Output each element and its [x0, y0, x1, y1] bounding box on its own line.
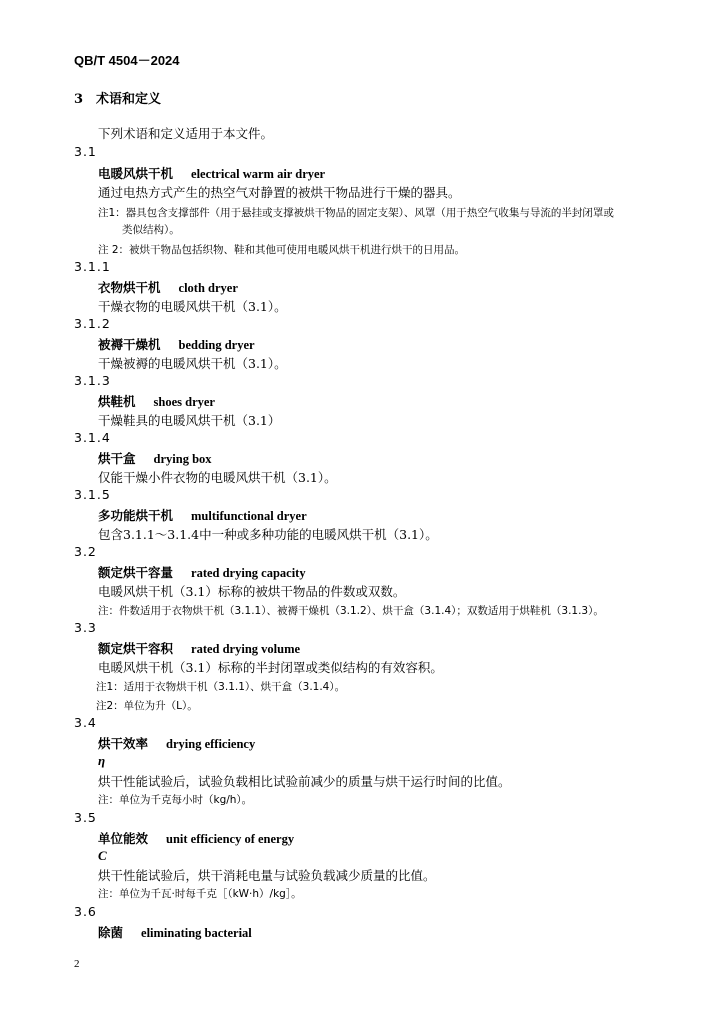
term-definition: 包含3.1.1～3.1.4中一种或多种功能的电暖风烘干机（3.1）。 — [98, 527, 438, 542]
term-heading — [98, 278, 238, 296]
page-number: 2 — [74, 958, 80, 970]
term-zh: 除菌 — [98, 925, 124, 940]
term-zh: 单位能效 — [98, 831, 149, 846]
term-heading — [98, 392, 215, 410]
term-heading — [98, 335, 255, 353]
term-definition: 烘干性能试验后，试验负载相比试验前减少的质量与烘干运行时间的比值。 — [98, 774, 511, 789]
clause-number: 3.5 — [74, 810, 97, 825]
term-note: 注1：适用于衣物烘干机（3.1.1）、烘干盒（3.1.4）。 — [96, 681, 346, 693]
section-title: 3 术语和定义 — [74, 92, 162, 107]
clause-number: 3.1.2 — [74, 316, 111, 331]
term-note: 注2：单位为升（L）。 — [96, 700, 198, 712]
term-en: rated drying volume — [191, 642, 301, 656]
term-zh: 烘干盒 — [98, 451, 136, 466]
term-zh: 额定烘干容积 — [98, 641, 174, 656]
term-heading — [98, 449, 212, 467]
clause-number: 3.1.5 — [74, 487, 111, 502]
term-note: 注：件数适用于衣物烘干机（3.1.1）、被褥干燥机（3.1.2）、烘干盒（3.1.4）；双数适用于烘鞋机（3.1.3）。 — [98, 605, 604, 617]
clause-number: 3.1.3 — [74, 373, 111, 388]
term-zh: 多功能烘干机 — [98, 508, 174, 523]
term-definition: 干燥衣物的电暖风烘干机（3.1）。 — [98, 299, 287, 314]
term-definition: 电暖风烘干机（3.1）标称的被烘干物品的件数或双数。 — [98, 584, 406, 599]
term-en: drying efficiency — [166, 737, 256, 751]
term-heading — [98, 923, 252, 941]
term-zh: 电暖风烘干机 — [98, 166, 174, 181]
term-zh: 被褥干燥机 — [98, 337, 161, 352]
term-note: 注：单位为千克每小时（kg/h）。 — [98, 794, 253, 806]
term-definition: 干燥鞋具的电暖风烘干机（3.1） — [98, 413, 281, 428]
clause-number: 3.3 — [74, 620, 97, 635]
term-en: electrical warm air dryer — [191, 167, 326, 181]
term-en: cloth dryer — [178, 281, 238, 295]
term-heading — [98, 506, 307, 524]
term-definition: 烘干性能试验后，烘干消耗电量与试验负载减少质量的比值。 — [98, 868, 436, 883]
term-note: 注 2：被烘干物品包括织物、鞋和其他可使用电暖风烘干机进行烘干的日用品。 — [98, 244, 466, 256]
term-heading — [98, 829, 294, 847]
term-en: shoes dryer — [153, 395, 215, 409]
term-heading — [98, 734, 255, 752]
term-heading — [98, 164, 325, 182]
term-definition: 通过电热方式产生的热空气对静置的被烘干物品进行干燥的器具。 — [98, 185, 461, 200]
term-symbol: η — [98, 753, 106, 768]
term-zh: 额定烘干容量 — [98, 565, 174, 580]
term-en: unit efficiency of energy — [166, 832, 295, 846]
clause-number: 3.1 — [74, 144, 97, 159]
term-en: multifunctional dryer — [191, 509, 307, 523]
term-definition: 干燥被褥的电暖风烘干机（3.1）。 — [98, 356, 287, 371]
term-heading — [98, 563, 306, 581]
section-intro: 下列术语和定义适用于本文件。 — [98, 126, 274, 141]
clause-number: 3.4 — [74, 715, 97, 730]
term-symbol: C — [98, 848, 107, 863]
clause-number: 3.1.4 — [74, 430, 111, 445]
term-zh: 烘干效率 — [98, 736, 149, 751]
term-definition: 仅能干燥小件衣物的电暖风烘干机（3.1）。 — [98, 470, 337, 485]
clause-number: 3.2 — [74, 544, 97, 559]
term-note: 注1：器具包含支撑部件（用于悬挂或支撑被烘干物品的固定支架）、风罩（用于热空气收集与导流的半封闭罩或 — [98, 207, 614, 219]
document-code: QB/T 4504－2024 — [74, 53, 180, 68]
term-en: rated drying capacity — [191, 566, 306, 580]
term-zh: 烘鞋机 — [98, 394, 136, 409]
term-en: eliminating bacterial — [141, 926, 252, 940]
clause-number: 3.1.1 — [74, 259, 111, 274]
term-en: bedding dryer — [178, 338, 255, 352]
term-en: drying box — [153, 452, 212, 466]
term-note: 类似结构）。 — [122, 224, 180, 236]
term-note: 注：单位为千瓦·时每千克［（kW·h）/kg］。 — [98, 888, 302, 900]
term-heading — [98, 639, 300, 657]
term-zh: 衣物烘干机 — [98, 280, 161, 295]
term-definition: 电暖风烘干机（3.1）标称的半封闭罩或类似结构的有效容积。 — [98, 660, 443, 675]
clause-number: 3.6 — [74, 904, 97, 919]
